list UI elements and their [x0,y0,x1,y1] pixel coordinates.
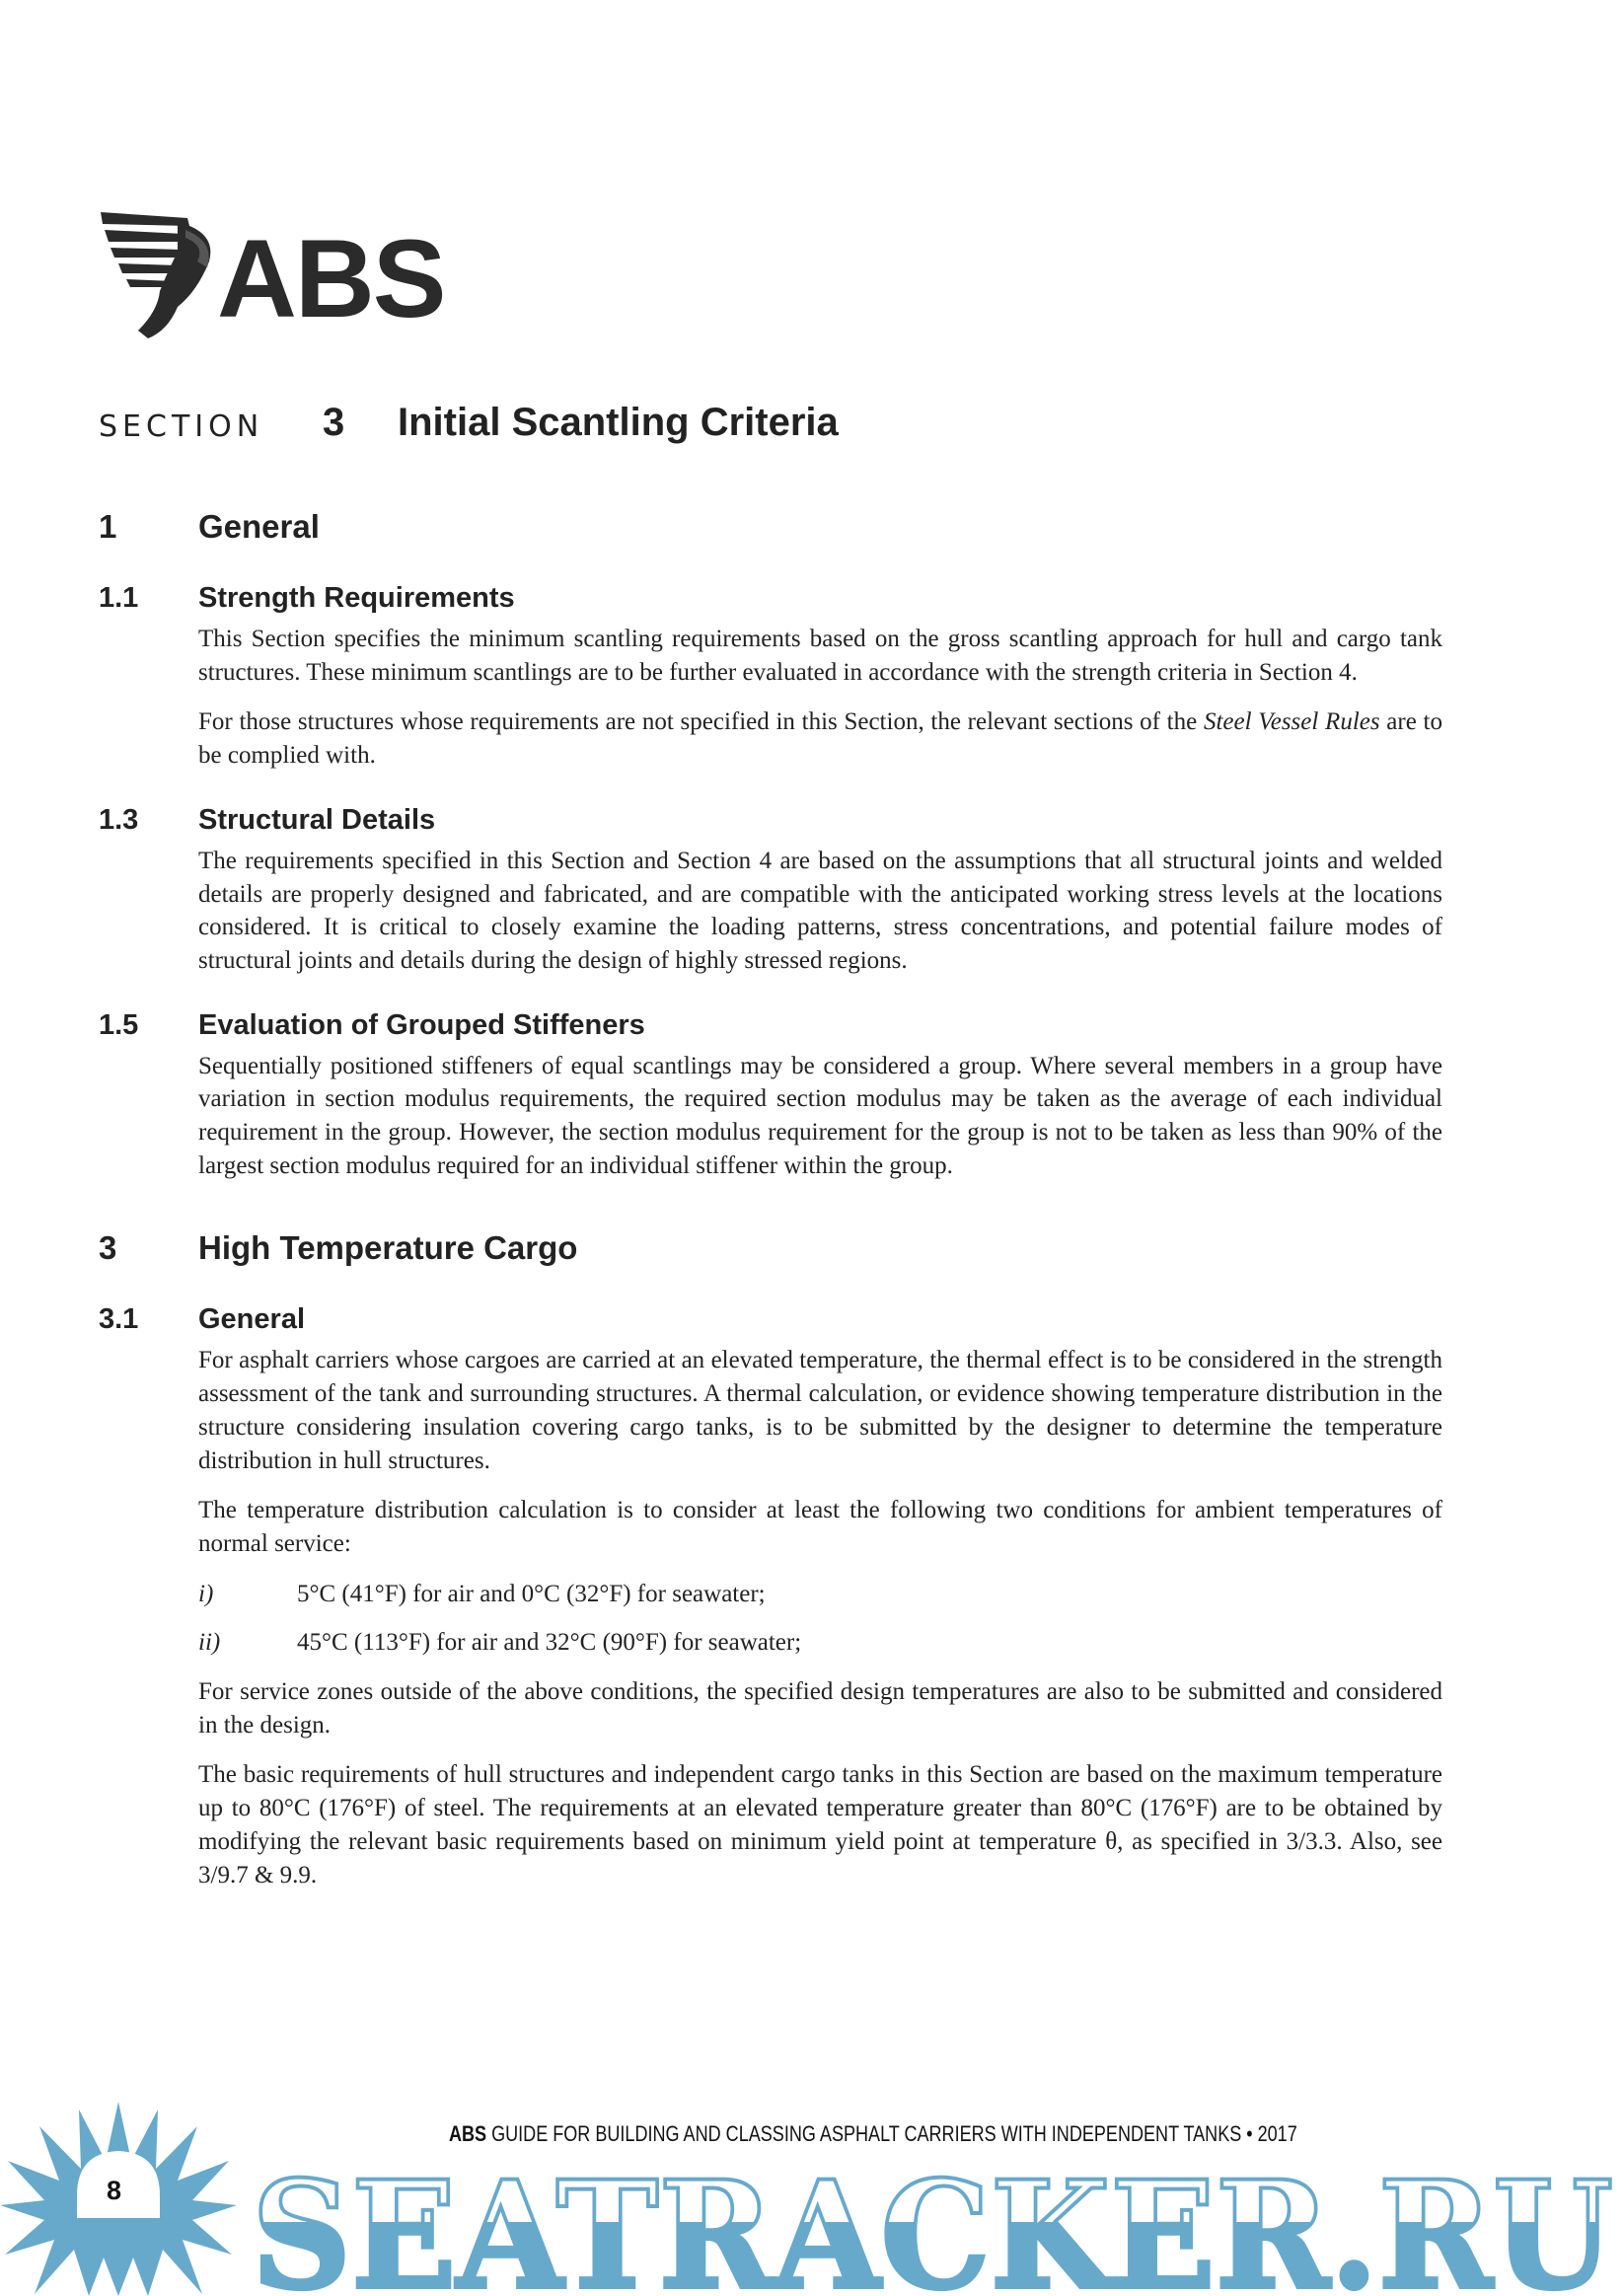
paragraph [198,705,1442,772]
heading-3-1 [99,1303,1442,1339]
heading-number: 1 [99,508,117,545]
list-label: ii) [198,1629,221,1657]
paragraph: The temperature distribution calculation is to consider at least the following two conditions for ambient temperatures of normal service: [198,1497,1442,1557]
heading-title: Evaluation of Grouped Stiffeners [198,1008,645,1041]
footer-brand: ABS [449,2121,487,2146]
paragraph: The basic requirements of hull structures and independent cargo tanks in this Section are based on the maximum temperature up to 80°C (176°F) of steel. The requirements at an elevated temperature greater than 80°C (176°F) are to be obtained by modifying the relevant basic requirements based on minimum yield point at temperature θ, as specified in 3/3.3. Also, see 3/9.7 & 9.9. [198,1761,1442,1889]
eagle-icon [99,212,217,342]
list-text: 45°C (113°F) for air and 32°C (90°F) for seawater; [297,1629,802,1657]
subsection-1-3 [99,804,1442,978]
subsection-3-1 [99,1303,1442,1891]
list-text: 5°C (41°F) for air and 0°C (32°F) for seawater; [297,1580,766,1607]
paragraph: For service zones outside of the above conditions, the specified design temperatures are also to be submitted and considered in the design. [198,1678,1442,1739]
heading-title: High Temperature Cargo [198,1229,578,1267]
abs-logo [99,212,445,342]
footer-guide-title: GUIDE FOR BUILDING AND CLASSING ASPHALT CARRIERS WITH INDEPENDENT TANKS • 2017 [486,2121,1297,2146]
rule-reference: Steel Vessel Rules [1203,708,1380,736]
section-title: Initial Scantling Criteria [398,401,839,444]
subsection-1-1 [99,582,1442,773]
heading-number: 1.3 [99,803,139,836]
text: are to be complied with. [198,708,1442,770]
heading-1-3 [99,804,1442,840]
heading-1-5 [99,1009,1442,1045]
heading-1 [99,508,1442,552]
list-label: i) [198,1580,214,1607]
heading-title: Structural Details [198,803,436,836]
heading-number: 3 [99,1229,117,1267]
paragraph: For asphalt carriers whose cargoes are carried at an elevated temperature, the thermal effect is to be considered in the strength assessment of the tank and surrounding structures. A thermal calculation, or evidence showing temperature distribution in the structure considering insulation covering cargo tanks, is to be submitted by the designer to determine the temperature distribution in hull structures. [198,1347,1442,1474]
heading-title: Strength Requirements [198,582,515,614]
subsection-1-5 [99,1009,1442,1183]
paragraph: This Section specifies the minimum scantling requirements based on the gross scantling approach for hull and cargo tank structures. These minimum scantlings are to be further evaluated in accordance with the strength criteria in Section 4. [198,626,1442,686]
heading-number: 1.5 [99,1008,139,1041]
document-body [99,508,1442,1908]
paragraph: The requirements specified in this Section and Section 4 are based on the assumptions that all structural joints and welded details are properly designed and fabricated, and are compatible with the anticipated working stress levels at the locations considered. It is critical to closely examine the loading patterns, stress concentrations, and potential failure modes of structural joints and details during the design of highly stressed regions. [198,847,1442,974]
heading-number: 3.1 [99,1303,139,1336]
paragraph: Sequentially positioned stiffeners of equal scantlings may be considered a group. Where several members in a group have variation in section modulus requirements, the required section modulus may be taken as the average of each individual requirement in the group. However, the section modulus requirement for the group is not to be taken as less than 90% of the largest section modulus required for an individual stiffener within the group. [198,1052,1442,1179]
abs-logo-text: ABS [217,217,445,340]
text: For those structures whose requirements are not specified in this Section, the relevant sections of the [198,708,1204,736]
list-item [198,1578,1442,1611]
watermark-text: SEATRACKER.RU [252,2149,1613,2296]
heading-title: General [198,1303,305,1336]
heading-1-1 [99,582,1442,618]
list-item [198,1626,1442,1660]
page-number: 8 [107,2176,122,2205]
heading-3 [99,1229,1442,1273]
section-label: SECTION [99,409,264,444]
heading-title: General [198,508,320,545]
heading-number: 1.1 [99,582,139,614]
section-number: 3 [323,401,345,444]
footer-title [449,2121,1297,2147]
